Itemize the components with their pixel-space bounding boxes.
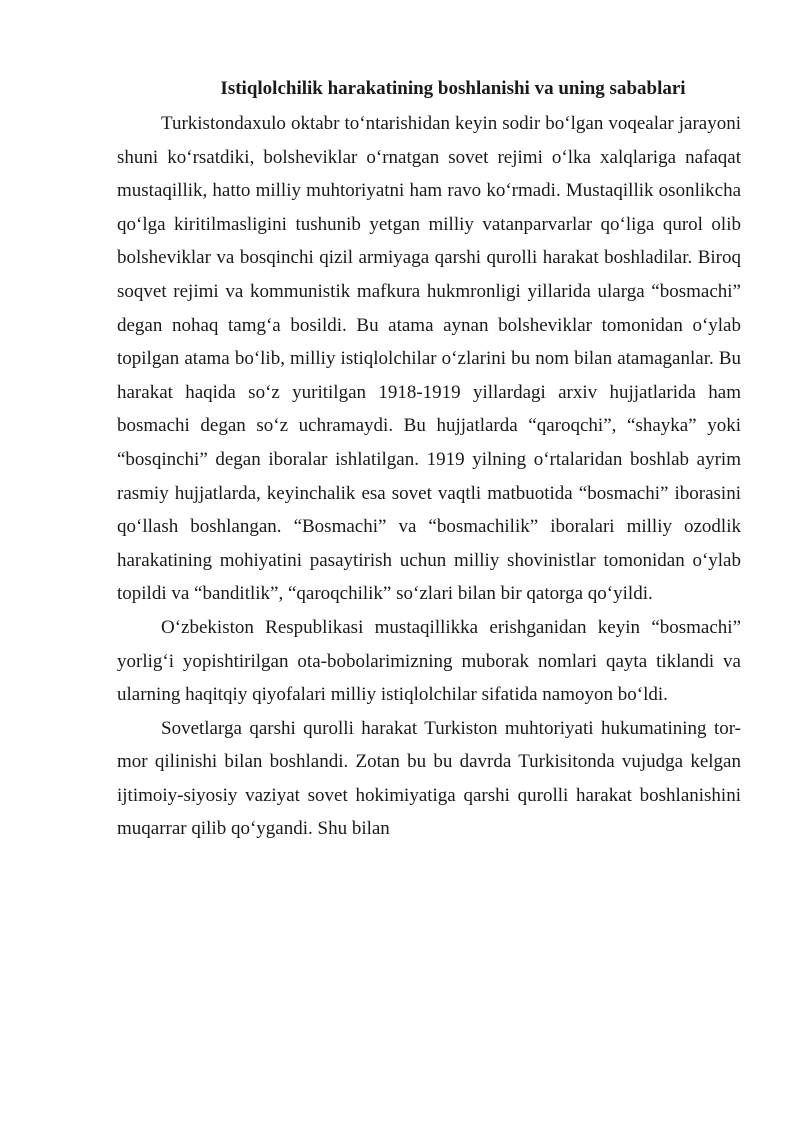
paragraph-1: Turkistondaxulo oktabr to‘ntarishidan keyin sodir bo‘lgan voqealar jarayoni shuni ko‘rsatdiki, bolsheviklar o‘rnatgan sovet rejimi o‘lka xalqlariga nafaqat mustaqillik, hatto milliy muhtoriyatni ham ravo ko‘rmadi. Mustaqillik osonlikcha qo‘lga kiritilmasligini tushunib yetgan milliy vatanparvarlar qo‘liga qurol olib bolsheviklar va bosqinchi qizil armiyaga qarshi qurolli harakat boshladilar. Biroq soqvet rejimi va kommunistik mafkura hukmronligi yillarida ularga “bosmachi” degan nohaq tamg‘a bosildi. Bu atama aynan bolsheviklar tomonidan o‘ylab topilgan atama bo‘lib, milliy istiqlolchilar o‘zlarini bu nom bilan atamaganlar. Bu harakat haqida so‘z yuritilgan 1918-1919 yillardagi arxiv hujjatlarida ham bosmachi degan so‘z uchramaydi. Bu hujjatlarda “qaroqchi”, “shayka” yoki “bosqinchi” degan iboralar ishlatilgan. 1919 yilning o‘rtalaridan boshlab ayrim rasmiy hujjatlarda, keyinchalik esa sovet vaqtli matbuotida “bosmachi” iborasini qo‘llash boshlangan. “Bosmachi” va “bosmachilik” iboralari milliy ozodlik harakatining mohiyatini pasaytirish uchun milliy shovinistlar tomonidan o‘ylab topildi va “banditlik”, “qaroqchilik” so‘zlari bilan bir qatorga qo‘yildi.: [117, 113, 741, 605]
document-title: Istiqlolchilik harakatining boshlanishi va uning sabablari: [220, 78, 686, 99]
paragraph-3: Sovetlarga qarshi qurolli harakat Turkiston muhtoriyati hukumatining tor-mor qilinishi bilan boshlandi. Zotan bu bu davrda Turkisitonda vujudga kelgan ijtimoiy-siyosiy vaziyat sovet hokimiyatiga qarshi qurolli harakat boshlanishini muqarrar qilib qo‘ygandi. Shu bilan: [117, 717, 741, 840]
document-body: [117, 75, 741, 846]
paragraph-2: O‘zbekiston Respublikasi mustaqillikka erishganidan keyin “bosmachi” yorlig‘i yopishtirilgan ota-bobolarimizning muborak nomlari qayta tiklandi va ularning haqitqiy qiyofalari milliy istiqlolchilar sifatida namoyon bo‘ldi.: [117, 616, 741, 706]
